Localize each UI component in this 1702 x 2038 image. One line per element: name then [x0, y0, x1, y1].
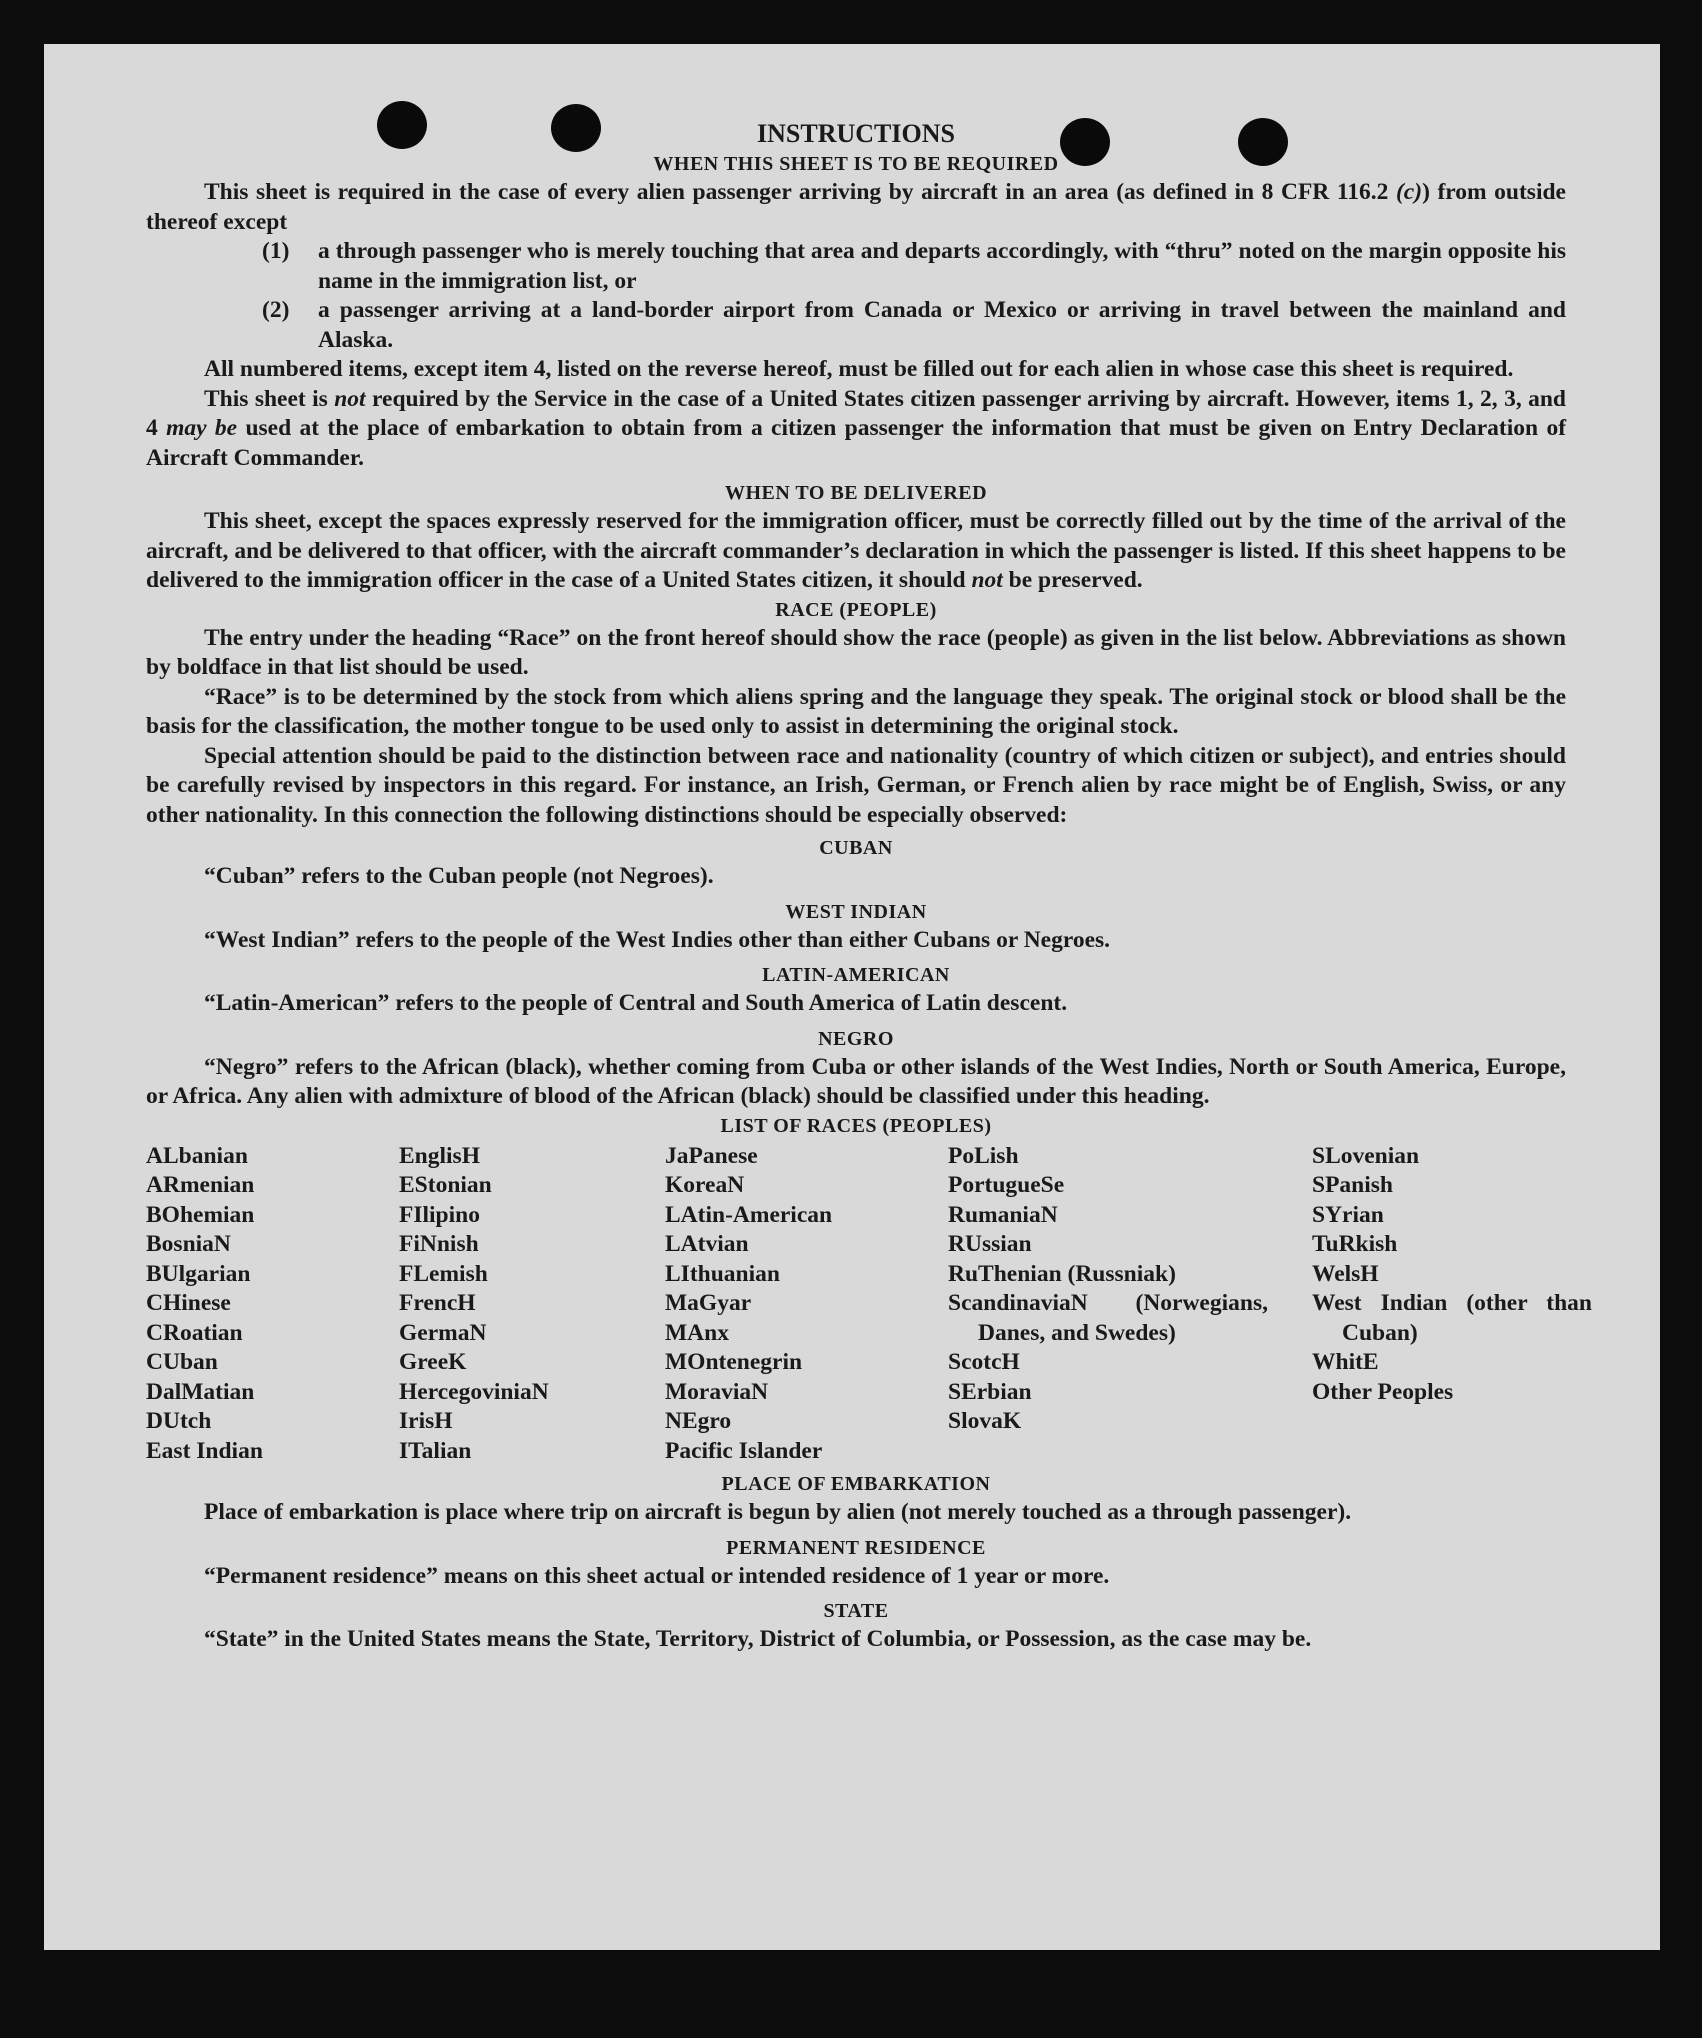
- section-heading: LIST OF RACES (PEOPLES): [720, 1114, 992, 1137]
- text-segment: Special attention should be paid to the distinction between race and nationality (country of which citizen or subject), and entries should be carefully revised by inspectors in this regard. For instance, an Irish, German, or French alien by race might be of English, Swiss, or any other nationality. In this connection the following distinctions should be especially observed:: [146, 742, 1566, 828]
- race-entry: EnglisH: [399, 1142, 480, 1169]
- race-entry: LAtvian: [665, 1231, 749, 1257]
- race-entry: FLemish: [399, 1260, 488, 1287]
- race-entry: DUtch: [146, 1408, 212, 1434]
- italic-text: (c): [1395, 179, 1423, 205]
- paragraph: [146, 178, 1566, 237]
- paragraph: [146, 507, 1566, 596]
- race-entry: LIthuanian: [665, 1260, 780, 1287]
- text-segment: “Race” is to be determined by the stock from which aliens spring and the language they speak. The original stock or blood shall be the basis for the classification, the mother tongue to be used only to assist in determining the original stock.: [146, 683, 1566, 739]
- race-entry: PoLish: [948, 1142, 1019, 1169]
- race-entry: KoreaN: [665, 1172, 745, 1198]
- race-entry: SlovaK: [948, 1408, 1022, 1434]
- paragraph: [146, 1562, 1566, 1592]
- race-entry: MoraviaN: [665, 1378, 769, 1405]
- list-item: [146, 296, 1566, 355]
- text-segment: used at the place of embarkation to obtain from a citizen passenger the information that must be given on Entry Declaration of Aircraft Commander.: [146, 415, 1567, 471]
- race-column: [146, 1142, 399, 1467]
- paragraph: [146, 624, 1566, 683]
- race-entry: ScandinaviaN (Norwegians, Danes, and Swedes): [948, 1290, 1268, 1346]
- section-heading: WHEN THIS SHEET IS TO BE REQUIRED: [653, 153, 1059, 175]
- paragraph: [146, 355, 1566, 385]
- race-entry: WelsH: [1312, 1260, 1379, 1287]
- race-entry: SYrian: [1312, 1201, 1384, 1228]
- race-entry: ITalian: [399, 1437, 472, 1464]
- race-entry: WhitE: [1312, 1349, 1379, 1375]
- race-entry: CRoatian: [146, 1319, 243, 1346]
- section-heading: PLACE OF EMBARKATION: [721, 1473, 991, 1495]
- section-heading: WEST INDIAN: [785, 900, 927, 923]
- race-entry: GreeK: [399, 1349, 467, 1375]
- race-entry: EStonian: [399, 1172, 492, 1198]
- race-entry: RumaniaN: [948, 1201, 1058, 1228]
- race-entry: CUban: [146, 1349, 218, 1375]
- race-column: [1312, 1142, 1592, 1467]
- section-heading: RACE (PEOPLE): [775, 598, 937, 621]
- race-entry: TuRkish: [1312, 1231, 1398, 1257]
- race-entry: ScotcH: [948, 1349, 1020, 1375]
- paragraph: [146, 742, 1566, 831]
- instructions-body: [146, 118, 1592, 1655]
- race-entry: IrisH: [399, 1408, 453, 1434]
- item-number: (2): [262, 297, 290, 323]
- text-segment: “Permanent residence” means on this sheet actual or intended residence of 1 year or more.: [204, 1562, 1110, 1589]
- text-segment: “Negro” refers to the African (black), whether coming from Cuba or other islands of the West Indies, North or South America, Europe, or Africa. Any alien with admixture of blood of the African (black) should be classified under this heading.: [146, 1053, 1566, 1109]
- text-segment: “West Indian” refers to the people of the West Indies other than either Cubans or Negroes.: [204, 926, 1111, 953]
- paragraph: [146, 1625, 1566, 1655]
- italic-text: may be: [166, 415, 238, 441]
- race-entry: SPanish: [1312, 1172, 1393, 1198]
- race-column: [665, 1142, 948, 1467]
- race-entry: East Indian: [146, 1437, 263, 1464]
- race-entry: DalMatian: [146, 1378, 255, 1405]
- section-heading: STATE: [823, 1600, 889, 1622]
- paragraph: [146, 1498, 1566, 1528]
- text-segment: This sheet is required in the case of every alien passenger arriving by aircraft in an area (as defined in 8 CFR 116.2: [204, 179, 1396, 205]
- race-entry: FrencH: [399, 1290, 476, 1316]
- race-entry: FIlipino: [399, 1201, 480, 1228]
- section-heading: CUBAN: [819, 837, 893, 859]
- race-entry: Pacific Islander: [665, 1437, 823, 1464]
- race-entry: BosniaN: [146, 1231, 231, 1257]
- race-entry: CHinese: [146, 1290, 231, 1316]
- race-entry: MAnx: [665, 1319, 729, 1346]
- text-segment: Place of embarkation is place where trip on aircraft is begun by alien (not merely touched as a through passenger).: [204, 1499, 1352, 1525]
- text-segment: required by the Service in the case of a United States citizen passenger arriving by aircraft. However, items 1, 2, 3, and 4: [146, 385, 1566, 441]
- text-segment: “Cuban” refers to the Cuban people (not Negroes).: [204, 863, 714, 889]
- race-entry: NEgro: [665, 1408, 732, 1434]
- paragraph: [146, 989, 1566, 1019]
- race-entry: BOhemian: [146, 1201, 255, 1228]
- paragraph: [146, 926, 1566, 956]
- section-heading: PERMANENT RESIDENCE: [726, 1536, 986, 1559]
- race-entry: LAtin-American: [665, 1201, 833, 1228]
- section-heading: WHEN TO BE DELIVERED: [724, 482, 988, 504]
- text-segment: This sheet, except the spaces expressly reserved for the immigration officer, must be correctly filled out by the time of the arrival of the aircraft, and be delivered to that officer, with the aircraft commander’s declaration in which the passenger is listed. If this sheet happens to be delivered to the immigration officer in the case of a United States citizen, it should: [146, 508, 1566, 593]
- race-entry: PortugueSe: [948, 1172, 1065, 1198]
- italic-text: not: [334, 385, 366, 412]
- race-entry: Other Peoples: [1312, 1378, 1454, 1405]
- italic-text: not: [971, 567, 1003, 593]
- race-entry: SErbian: [948, 1378, 1032, 1405]
- item-text: a through passenger who is merely touching that area and departs accordingly, with “thru” noted on the margin opposite his name in the immigration list, or: [318, 238, 1566, 294]
- race-entry: RUssian: [948, 1231, 1032, 1257]
- race-entry: BUlgarian: [146, 1260, 251, 1287]
- text-segment: “Latin-American” refers to the people of Central and South America of Latin descent.: [204, 990, 1068, 1016]
- race-column: [399, 1142, 665, 1467]
- paragraph: [146, 1053, 1566, 1112]
- paragraph: [146, 385, 1566, 474]
- race-column: [948, 1142, 1312, 1467]
- race-entry: FiNnish: [399, 1231, 479, 1257]
- text-segment: The entry under the heading “Race” on the front hereof should show the race (people) as given in the list below. Abbreviations as shown by boldface in that list should be used.: [146, 624, 1566, 680]
- race-entry: MOntenegrin: [665, 1349, 803, 1375]
- race-entry: MaGyar: [665, 1290, 752, 1316]
- paragraph: [146, 683, 1566, 742]
- race-entry: RuThenian (Russniak): [948, 1260, 1176, 1287]
- text-segment: This sheet is: [204, 385, 335, 412]
- item-text: a passenger arriving at a land-border airport from Canada or Mexico or arriving in travel between the mainland and Alaska.: [318, 297, 1566, 353]
- text-segment: “State” in the United States means the State, Territory, District of Columbia, or Possession, as the case may be.: [204, 1626, 1312, 1652]
- race-entry: ARmenian: [146, 1172, 255, 1198]
- item-number: (1): [262, 238, 290, 264]
- race-entry: HercegoviniaN: [399, 1378, 549, 1405]
- race-entry: ALbanian: [146, 1142, 248, 1169]
- section-heading: LATIN-AMERICAN: [762, 964, 950, 986]
- race-entry: West Indian (other than Cuban): [1312, 1290, 1592, 1346]
- paragraph: [146, 862, 1566, 892]
- race-list: [146, 1142, 1592, 1467]
- section-heading: NEGRO: [818, 1027, 894, 1050]
- race-entry: SLovenian: [1312, 1142, 1420, 1169]
- race-entry: JaPanese: [665, 1142, 758, 1169]
- text-segment: be preserved.: [1002, 567, 1143, 593]
- text-segment: All numbered items, except item 4, listed on the reverse hereof, must be filled out for each alien in whose case this sheet is required.: [204, 356, 1514, 382]
- race-entry: GermaN: [399, 1319, 487, 1346]
- page-title: INSTRUCTIONS: [757, 119, 955, 148]
- list-item: [146, 237, 1566, 296]
- text-segment: ) from outside thereof except: [146, 179, 1566, 235]
